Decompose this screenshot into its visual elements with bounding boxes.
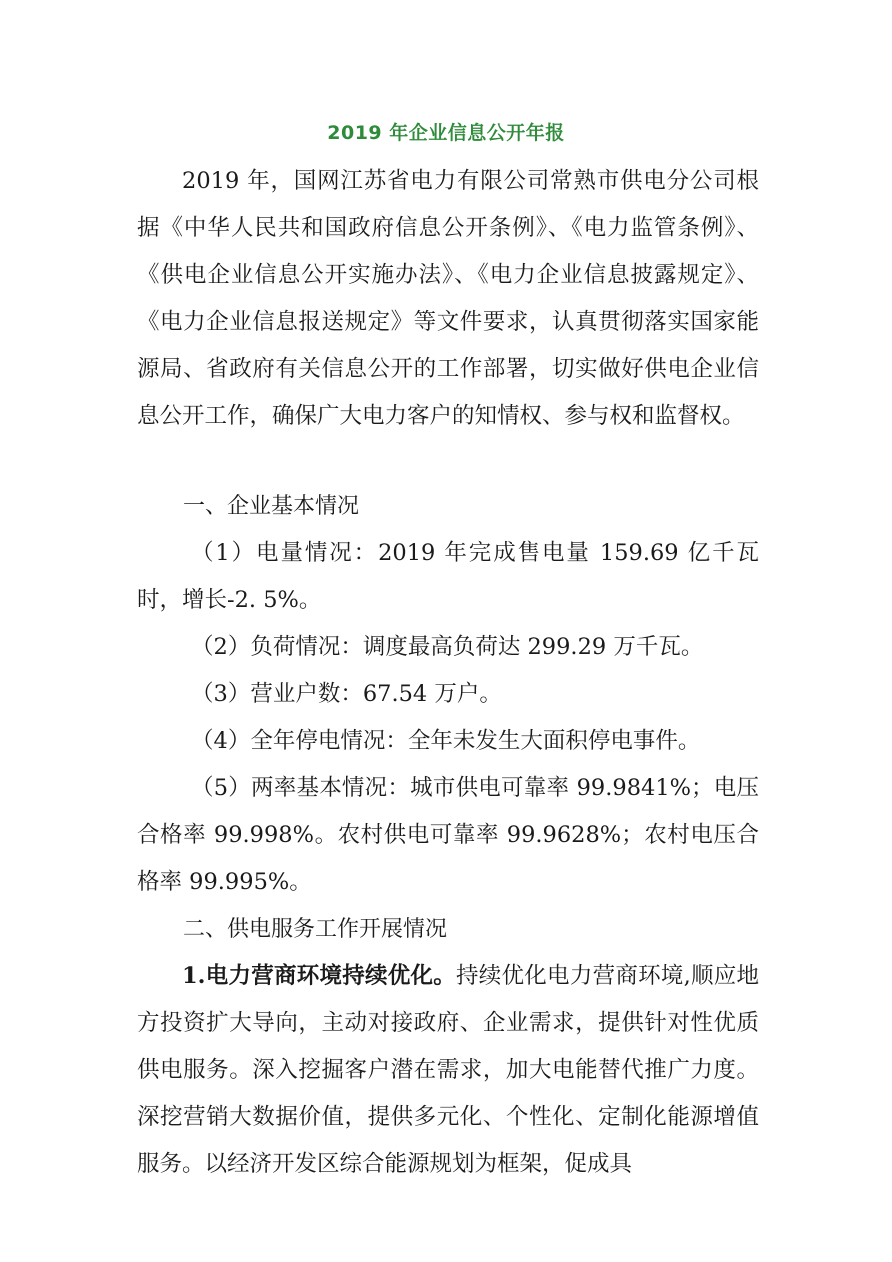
section1-item-5: （5）两率基本情况：城市供电可靠率 99.9841%；电压合格率 99.998%。农村供电可靠率 99.9628%；农村电压合格率 99.995%。 [137, 775, 759, 895]
section1-item-2: （2）负荷情况：调度最高负荷达 299.29 万千瓦。 [191, 634, 704, 660]
document-title: 2019 年企业信息公开年报 [327, 122, 565, 144]
section1-item-3: （3）营业户数：67.54 万户。 [191, 681, 502, 707]
section1-item-4: （4）全年停电情况：全年未发生大面积停电事件。 [191, 728, 701, 754]
section2-item-1-text: 持续优化电力营商环境,顺应地方投资扩大导向，主动对接政府、企业需求，提供针对性优质供电服务。深入挖掘客户潜在需求，加大电能替代推广力度。深挖营销大数据价值，提供多元化、个性化、定制化能源增值服务。以经济开发区综合能源规划为框架，促成具 [137, 963, 759, 1177]
section1-heading: 一、企业基本情况 [183, 494, 360, 519]
section2-item-1-lead: 1.电力营商环境持续优化。 [182, 963, 457, 989]
section1-item-1: （1）电量情况：2019 年完成售电量 159.69 亿千瓦时，增长-2. 5%。 [137, 540, 759, 613]
section2-heading: 二、供电服务工作开展情况 [183, 917, 448, 942]
intro-paragraph: 2019 年，国网江苏省电力有限公司常熟市供电分公司根据《中华人民共和国政府信息公开条例》、《电力监管条例》、《供电企业信息公开实施办法》、《电力企业信息披露规定》、《电力企业信息报送规定》等文件要求，认真贯彻落实国家能源局、省政府有关信息公开的工作部署，切实做好供电企业信息公开工作，确保广大电力客户的知情权、参与权和监督权。 [137, 168, 759, 429]
section2-item-1 [137, 953, 759, 1188]
